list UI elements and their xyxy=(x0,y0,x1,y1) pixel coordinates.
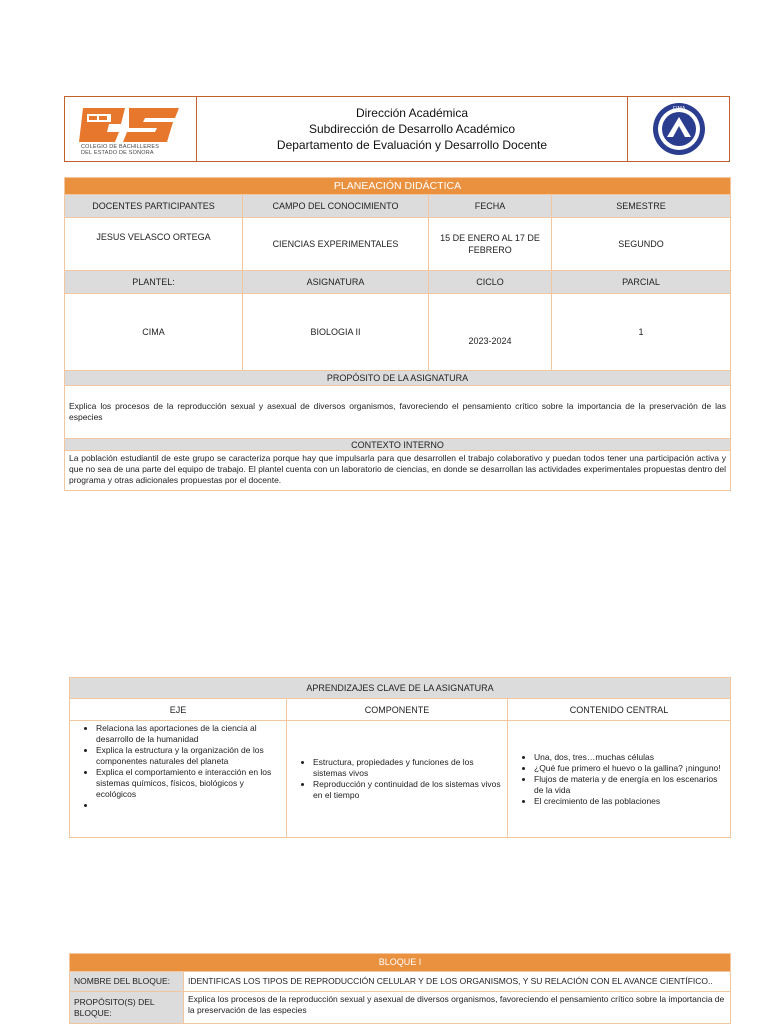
aprendizajes-title-row xyxy=(70,678,731,699)
header-fecha: FECHA xyxy=(429,195,552,218)
value-docentes: JESUS VELASCO ORTEGA xyxy=(65,218,243,271)
aprendizajes-table xyxy=(69,677,731,838)
value-parcial: 1 xyxy=(552,294,731,371)
contenido-item: • ¿Qué fue primero el huevo o la gallina? ¡ninguno! xyxy=(534,763,726,774)
bloque-title-row xyxy=(70,954,731,972)
aprendizajes-headers xyxy=(70,699,731,721)
row1-headers xyxy=(65,195,731,218)
bloque-proposito-row xyxy=(70,992,731,1024)
bloque-table xyxy=(69,953,731,1024)
title-line-1: Dirección Académica xyxy=(355,106,469,120)
bloque-title: BLOQUE I xyxy=(70,954,731,972)
contexto-text-row xyxy=(65,451,731,491)
proposito-text-row xyxy=(65,386,731,439)
componente-item: • Reproducción y continuidad de los sistemas vivos en el tiempo xyxy=(313,779,503,801)
bloque-proposito-label: PROPÓSITO(S) DEL BLOQUE: xyxy=(70,992,184,1024)
document-header xyxy=(64,96,730,162)
header-docentes: DOCENTES PARTICIPANTES xyxy=(65,195,243,218)
seal-cell xyxy=(627,97,729,161)
contenido-item: • Una, dos, tres…muchas células xyxy=(534,752,726,763)
value-campo: CIENCIAS EXPERIMENTALES xyxy=(243,218,429,271)
contexto-text: La población estudiantil de este grupo se caracteriza porque hay que impulsarla para que desarrollen el trabajo colaborativo y puedan todos tener una participación activa y que no sea de una parte del equipo de trabajo. El plantel cuenta con un laboratorio de ciencias, en donde se desarrollan las actividades experimentales propuestas dentro del programa y otras adicionales propuestas por el docente. xyxy=(65,451,731,491)
planeacion-title: PLANEACIÓN DIDÁCTICA xyxy=(65,178,731,195)
value-plantel: CIMA xyxy=(65,294,243,371)
componente-list xyxy=(291,757,503,801)
header-parcial: PARCIAL xyxy=(552,271,731,294)
planeacion-table xyxy=(64,177,731,491)
proposito-text: Explica los procesos de la reproducción sexual y asexual de diversos organismos, favoreciendo el pensamiento crítico sobre la importancia de la preservación de las especies xyxy=(65,386,731,439)
contenido-item: • Flujos de materia y de energía en los escenarios de la vida xyxy=(534,774,726,796)
header-plantel: PLANTEL: xyxy=(65,271,243,294)
contenido-cell xyxy=(508,721,731,838)
eje-item xyxy=(96,800,282,811)
eje-item: • Relaciona las aportaciones de la ciencia al desarrollo de la humanidad xyxy=(96,723,282,745)
row1-values xyxy=(65,218,731,271)
header-campo: CAMPO DEL CONOCIMIENTO xyxy=(243,195,429,218)
header-componente: COMPONENTE xyxy=(287,699,508,721)
value-fecha: 15 DE ENERO AL 17 DE FEBRERO xyxy=(429,218,552,271)
contexto-title: CONTEXTO INTERNO xyxy=(65,439,731,451)
header-semestre: SEMESTRE xyxy=(552,195,731,218)
value-asignatura: BIOLOGIA II xyxy=(243,294,429,371)
proposito-title-row xyxy=(65,371,731,386)
logo-cell xyxy=(65,97,197,161)
eje-item: • Explica el comportamiento e interacción en los sistemas químicos, físicos, biológicos y ecológicos xyxy=(96,767,282,800)
eje-cell xyxy=(70,721,287,838)
value-semestre: SEGUNDO xyxy=(552,218,731,271)
row2-headers xyxy=(65,271,731,294)
bloque-nombre-row xyxy=(70,972,731,992)
aprendizajes-title: APRENDIZAJES CLAVE DE LA ASIGNATURA xyxy=(70,678,731,699)
componente-cell xyxy=(287,721,508,838)
proposito-title: PROPÓSITO DE LA ASIGNATURA xyxy=(65,371,731,386)
row2-values xyxy=(65,294,731,371)
value-ciclo: 2023-2024 xyxy=(429,294,552,371)
header-title-block xyxy=(197,97,627,161)
bloque-nombre-label: NOMBRE DEL BLOQUE: xyxy=(70,972,184,992)
planeacion-title-row xyxy=(65,178,731,195)
title-line-3: Departamento de Evaluación y Desarrollo Docente xyxy=(276,138,548,152)
contenido-item: • El crecimiento de las poblaciones xyxy=(534,796,726,807)
header-eje: EJE xyxy=(70,699,287,721)
header-contenido: CONTENIDO CENTRAL xyxy=(508,699,731,721)
bloque-proposito-value: Explica los procesos de la reproducción sexual y asexual de diversos organismos, favoreciendo el pensamiento crítico sobre la importancia de la preservación de las especies xyxy=(184,992,731,1024)
contenido-list xyxy=(512,752,726,807)
logo-caption-line1: COLEGIO DE BACHILLERES xyxy=(81,144,160,150)
aprendizajes-content-row xyxy=(70,721,731,838)
seal-text: CIMA xyxy=(672,106,685,112)
eje-list xyxy=(74,723,282,811)
contexto-title-row xyxy=(65,439,731,451)
bloque-nombre-value: IDENTIFICAS LOS TIPOS DE REPRODUCCIÓN CELULAR Y DE LOS ORGANISMOS, Y SU RELACIÓN CON EL AVANCE CIENTÍFICO.. xyxy=(184,972,731,992)
componente-item: • Estructura, propiedades y funciones de los sistemas vivos xyxy=(313,757,503,779)
header-asignatura: ASIGNATURA xyxy=(243,271,429,294)
logo-caption xyxy=(81,144,159,156)
cima-seal xyxy=(649,99,709,159)
logo-caption-line2: DEL ESTADO DE SONORA xyxy=(81,150,154,156)
cobach-logo xyxy=(79,102,189,146)
header-ciclo: CICLO xyxy=(429,271,552,294)
eje-item: • Explica la estructura y la organización de los componentes naturales del planeta xyxy=(96,745,282,767)
title-line-2: Subdirección de Desarrollo Académico xyxy=(308,122,516,136)
